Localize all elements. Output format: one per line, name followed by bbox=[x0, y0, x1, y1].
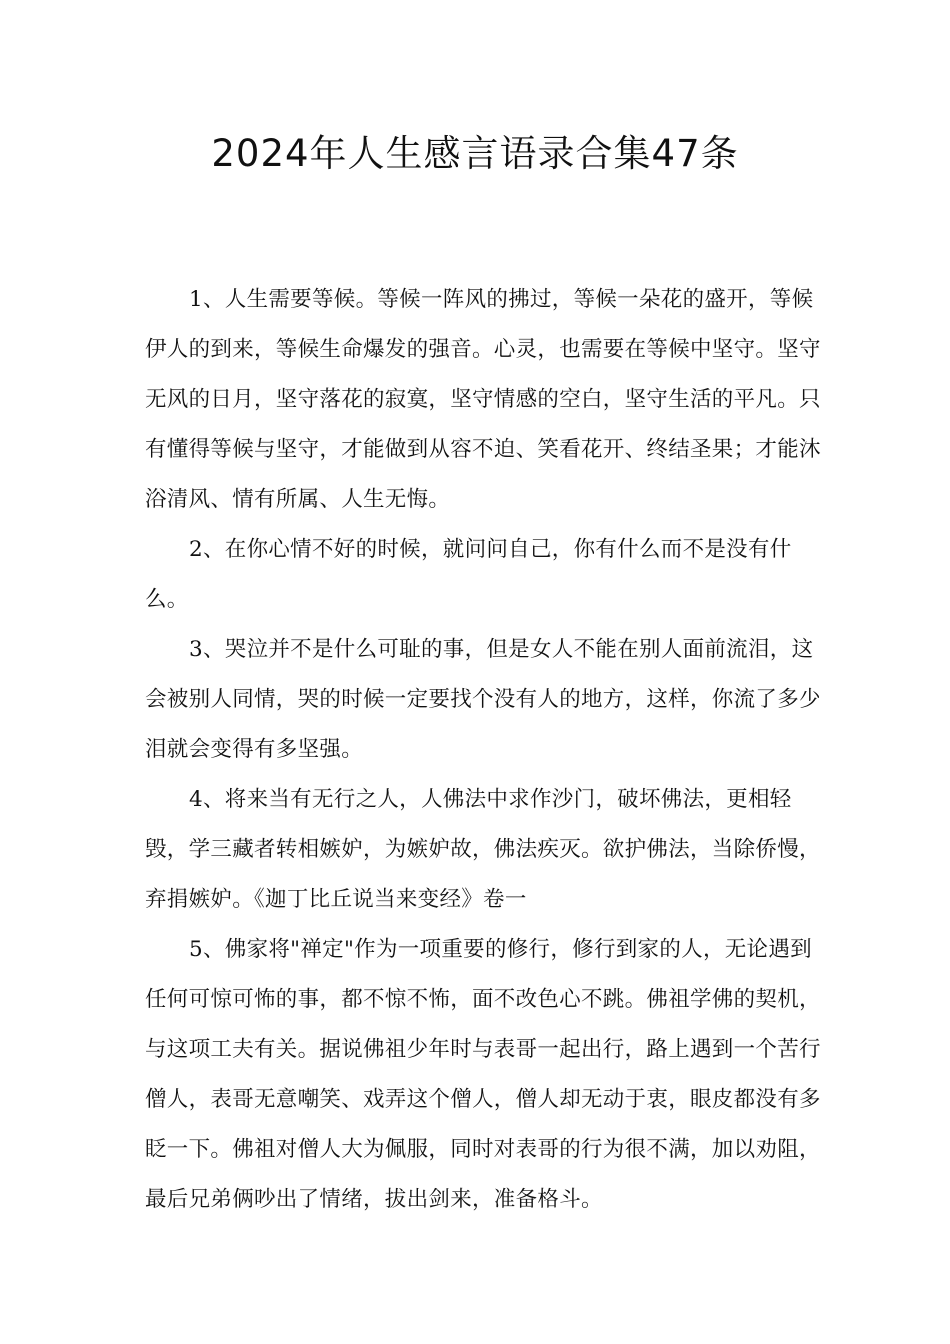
paragraph-3: 3、哭泣并不是什么可耻的事，但是女人不能在别人面前流泪，这会被别人同情，哭的时候一定要找个没有人的地方，这样，你流了多少泪就会变得有多坚强。 bbox=[145, 637, 821, 762]
document-body bbox=[145, 275, 825, 1225]
paragraph-5: 5、佛家将"禅定"作为一项重要的修行，修行到家的人，无论遇到任何可惊可怖的事，都不惊不怖，面不改色心不跳。佛祖学佛的契机，与这项工夫有关。据说佛祖少年时与表哥一起出行，路上遇到一个苦行僧人，表哥无意嘲笑、戏弄这个僧人，僧人却无动于衷，眼皮都没有多眨一下。佛祖对僧人大为佩服，同时对表哥的行为很不满，加以劝阻，最后兄弟俩吵出了情绪，拔出剑来，准备格斗。 bbox=[145, 937, 821, 1212]
paragraph-2: 2、在你心情不好的时候，就问问自己，你有什么而不是没有什么。 bbox=[145, 537, 792, 612]
document-title: 2024年人生感言语录合集47条 bbox=[211, 132, 739, 175]
paragraph-4: 4、将来当有无行之人，人佛法中求作沙门，破坏佛法，更相轻毁，学三藏者转相嫉妒，为嫉妒故，佛法疾灭。欲护佛法，当除侨慢，弃捐嫉妒。《迦丁比丘说当来变经》卷一 bbox=[145, 787, 821, 912]
paragraph-1: 1、人生需要等候。等候一阵风的拂过，等候一朵花的盛开，等候伊人的到来，等候生命爆发的强音。心灵，也需要在等候中坚守。坚守无风的日月，坚守落花的寂寞，坚守情感的空白，坚守生活的平凡。只有懂得等候与坚守，才能做到从容不迫、笑看花开、终结圣果；才能沐浴清风、情有所属、人生无悔。 bbox=[145, 287, 821, 512]
